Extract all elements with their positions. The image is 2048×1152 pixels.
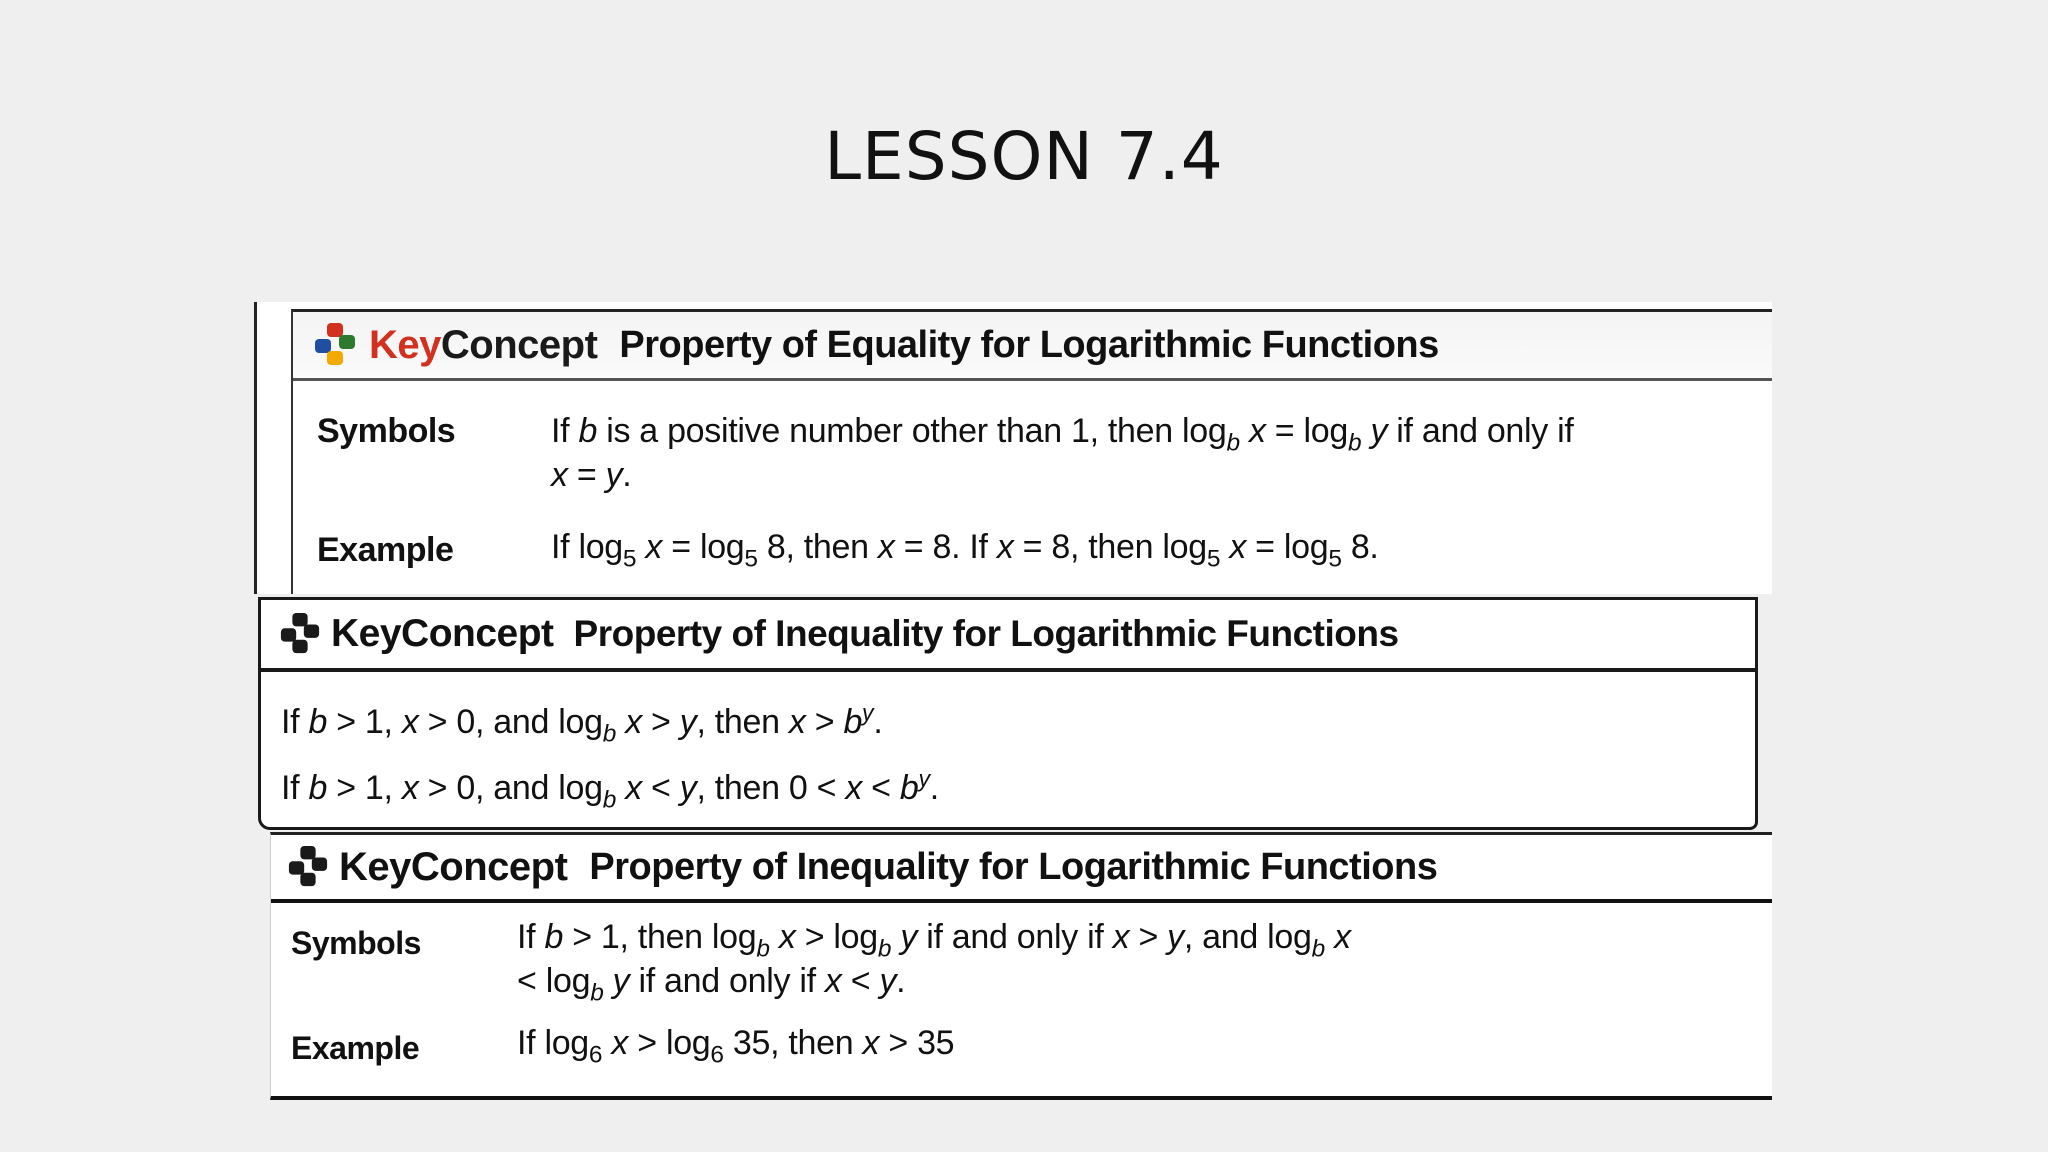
card-header xyxy=(261,600,1755,672)
row-label-example: Example xyxy=(317,531,454,569)
key-concept-card-inequality-a xyxy=(258,597,1758,830)
inequality-line-1: If b > 1, x > 0, and $\log_b x > y$, then $x > b^y$. xyxy=(281,699,883,748)
symbols-text: If b > 1, then $\log_b x > \log_b y$ if and only if x > y, and $\log_b x < \log_b y$ if and only if x < y. xyxy=(517,918,1351,1007)
example-text: If $\log_5 x = \log_5 8$, then x = 8. If x = 8, then $\log_5 x = \log_5 8$. xyxy=(551,528,1379,573)
example-text: If $\log_6 x > \log_6 35$, then x > 35 xyxy=(517,1024,955,1069)
key-word: Key xyxy=(369,322,441,367)
row-label-example: Example xyxy=(291,1030,420,1066)
concept-word: Concept xyxy=(410,844,568,889)
key-word: Key xyxy=(339,844,411,889)
row-label-symbols: Symbols xyxy=(317,412,456,450)
concept-word: Concept xyxy=(440,322,598,367)
card-title: Property of Inequality for Logarithmic Functions xyxy=(573,613,1399,654)
key-concept-logo-icon xyxy=(287,844,329,890)
symbols-text: If b is a positive number other than 1, then $\log_b x = \log_b y$ if and only if x = y. xyxy=(551,412,1574,494)
card-title: Property of Inequality for Logarithmic Functions xyxy=(589,845,1438,888)
key-concept-card-equality xyxy=(254,302,1772,594)
card-title: Property of Equality for Logarithmic Functions xyxy=(619,323,1439,366)
row-label-symbols: Symbols xyxy=(291,925,421,961)
card-header xyxy=(271,835,1772,903)
concept-word: Concept xyxy=(401,612,554,655)
key-concept-logo-icon xyxy=(279,611,321,657)
card-header xyxy=(293,312,1772,381)
key-concept-logo-icon xyxy=(313,321,357,369)
key-word: Key xyxy=(331,612,402,655)
slide-title: LESSON 7.4 xyxy=(824,118,1224,195)
card-body xyxy=(291,309,1772,594)
inequality-line-2: If b > 1, x > 0, and $\log_b x < y$, then $0 < x < b^y$. xyxy=(281,765,939,814)
key-concept-card-inequality-b xyxy=(270,832,1772,1100)
